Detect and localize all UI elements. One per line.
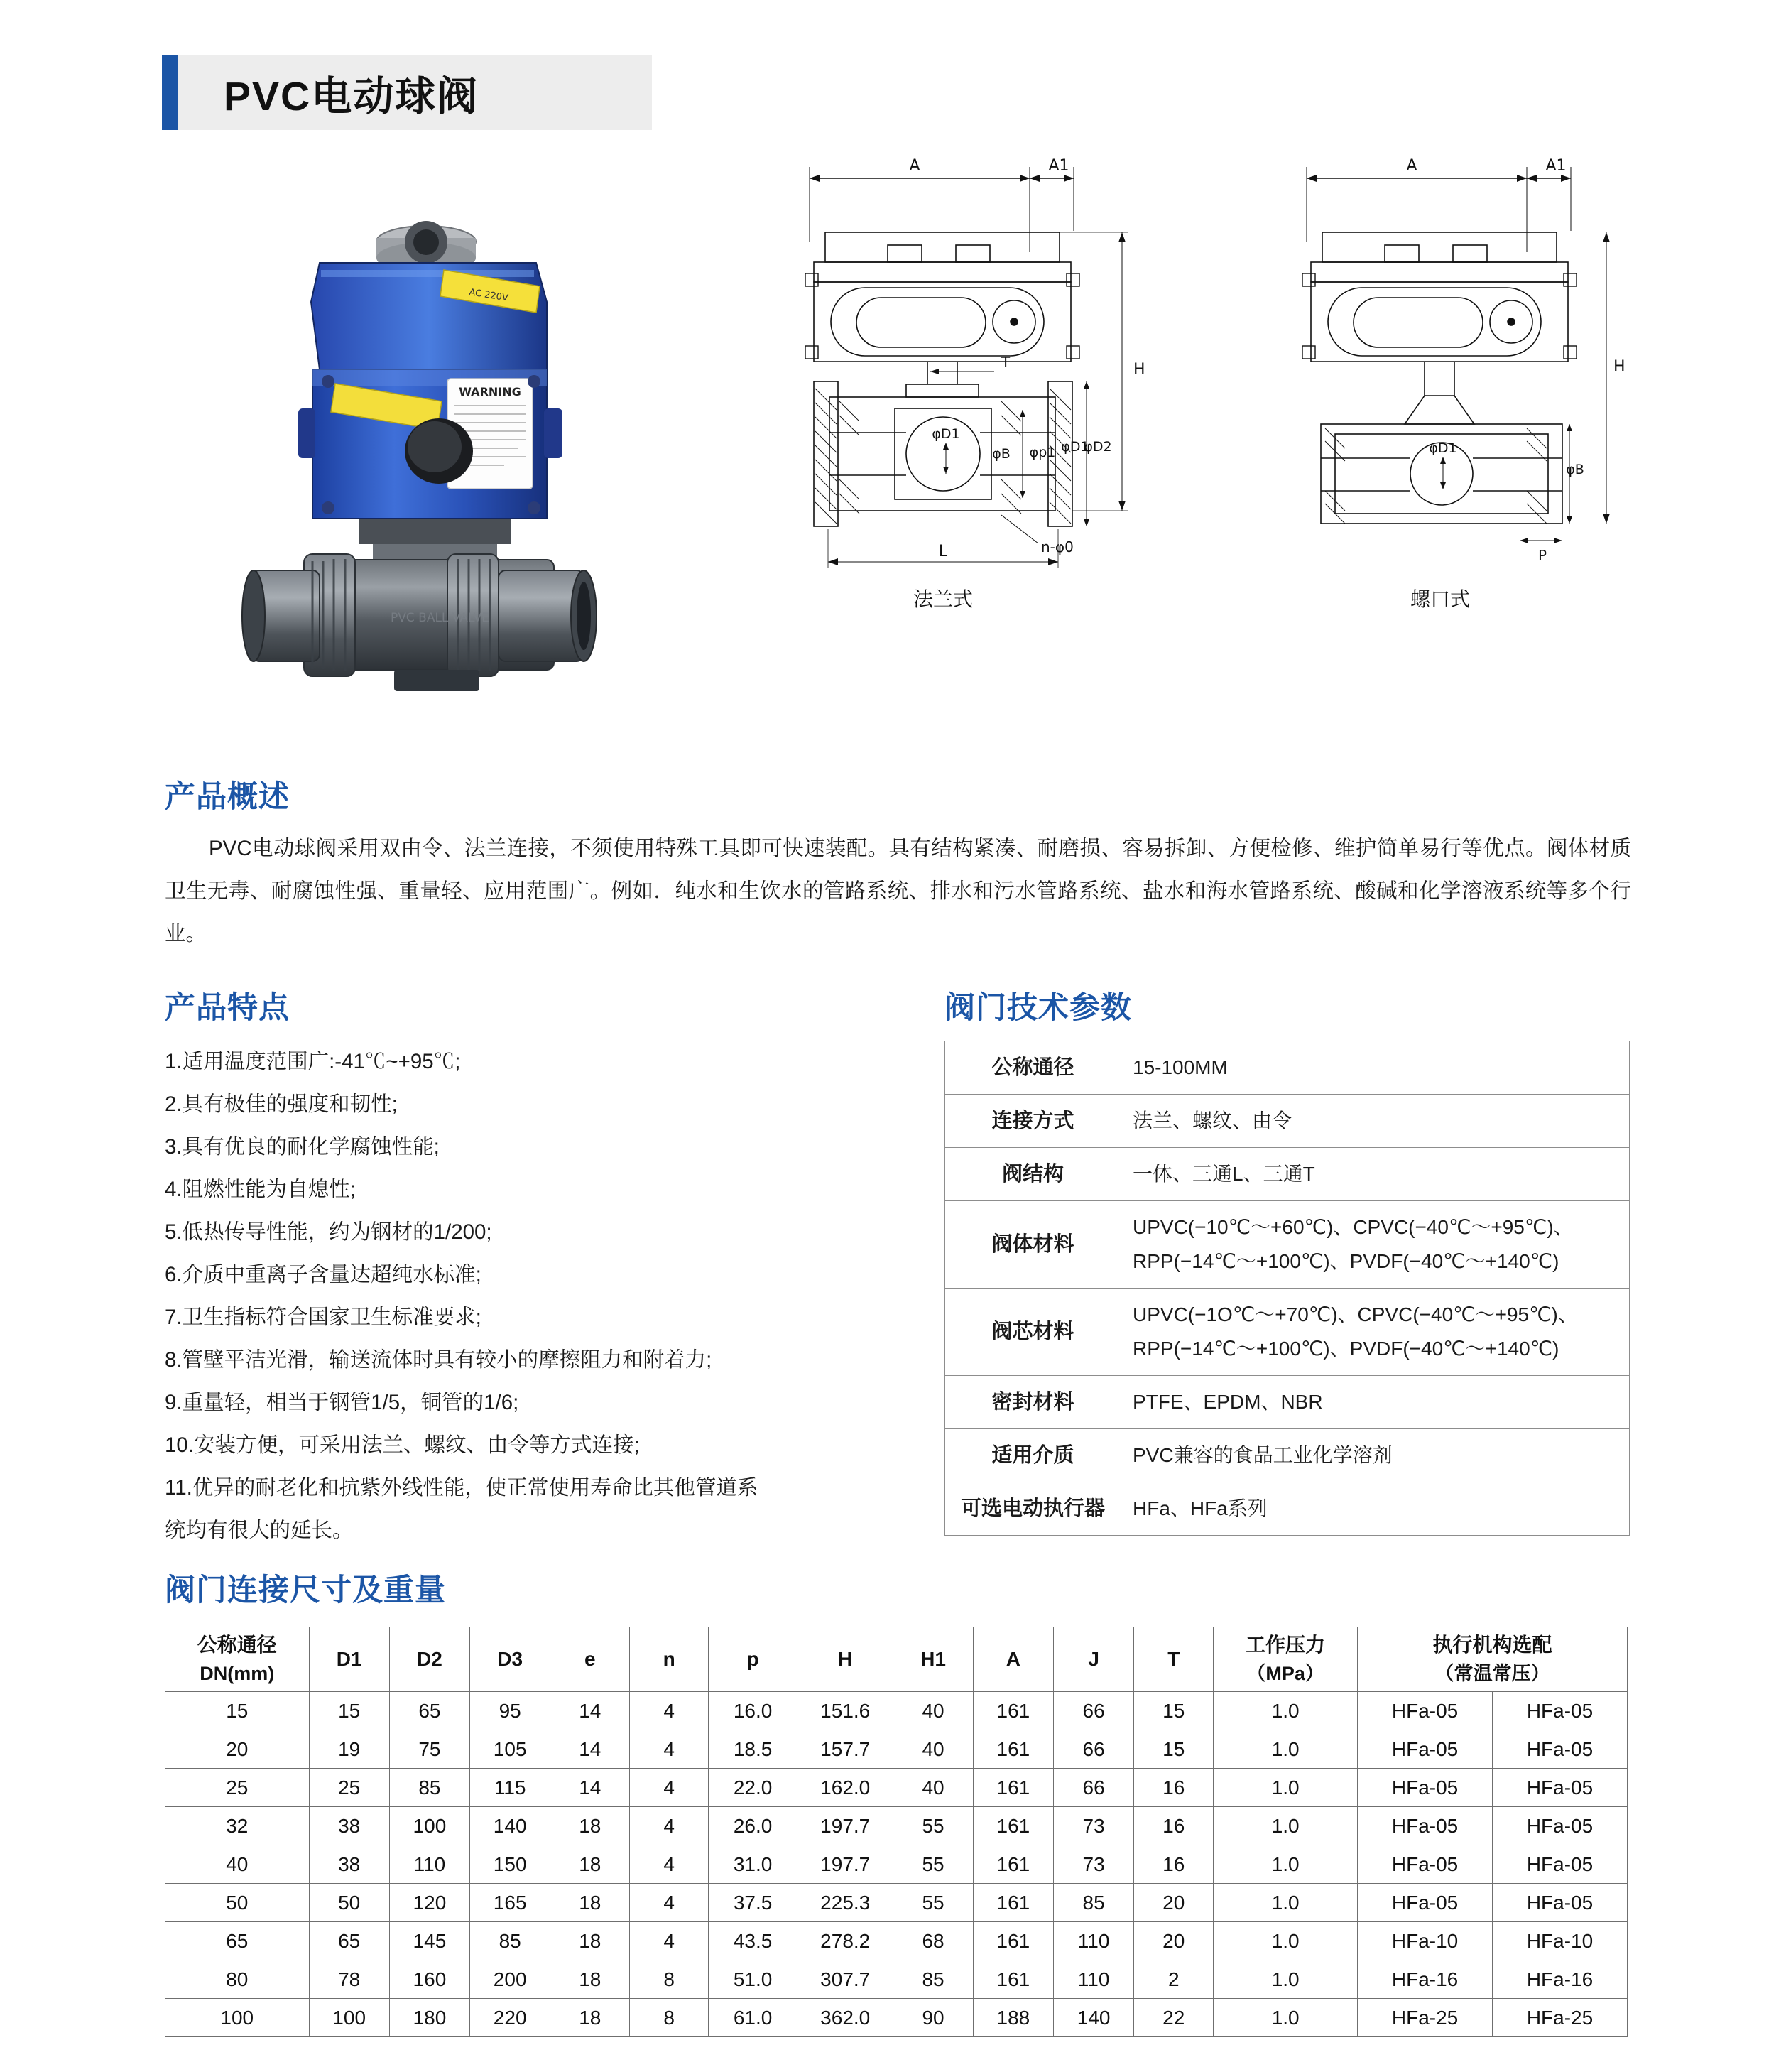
spec-key: 适用介质	[945, 1429, 1121, 1482]
table-cell: 61.0	[709, 1999, 797, 2037]
table-row	[945, 1482, 1630, 1536]
dimensions-table	[165, 1627, 1628, 2037]
table-cell: 162.0	[797, 1769, 893, 1807]
table-cell: 161	[973, 1884, 1053, 1922]
table-cell: 20	[1134, 1922, 1214, 1960]
svg-text:A: A	[1406, 157, 1417, 175]
col-header-actuator	[1358, 1627, 1628, 1692]
table-cell: 1.0	[1214, 1807, 1358, 1845]
table-cell: HFa-05	[1358, 1692, 1493, 1730]
table-cell: 15	[309, 1692, 389, 1730]
svg-text:法兰式: 法兰式	[913, 587, 974, 611]
table-cell: 161	[973, 1769, 1053, 1807]
table-cell: 25	[165, 1769, 310, 1807]
table-cell: HFa-05	[1493, 1807, 1628, 1845]
table-header-row	[165, 1627, 1628, 1692]
table-cell: 26.0	[709, 1807, 797, 1845]
table-cell: HFa-05	[1358, 1730, 1493, 1769]
spec-value-line: PTFE、EPDM、NBR	[1133, 1391, 1323, 1413]
overview-text: PVC电动球阀采用双由令、法兰连接，不须使用特殊工具即可快速装配。具有结构紧凑、耐磨损、容易拆卸、方便检修、维护简单易行等优点。阀体材质卫生无毒、耐腐蚀性强、重量轻、应用范围广。例如．纯水和生饮水的管路系统、排水和污水管路系统、盐水和海水管路系统、酸碱和化学溶液系统等多个行业。	[165, 837, 1631, 945]
table-cell: 18	[550, 1845, 630, 1884]
table-cell: HFa-05	[1358, 1845, 1493, 1884]
table-row	[945, 1376, 1630, 1429]
table-row	[165, 1922, 1628, 1960]
col-header-h: H	[797, 1627, 893, 1692]
table-row	[165, 1807, 1628, 1845]
table-row	[945, 1148, 1630, 1201]
col-header-sub: DN(mm)	[200, 1663, 275, 1684]
table-cell: 65	[389, 1692, 469, 1730]
table-cell: HFa-10	[1358, 1922, 1493, 1960]
list-item: 9.重量轻，相当于钢管1/5，铜管的1/6;	[165, 1391, 519, 1414]
table-cell: 18	[550, 1999, 630, 2037]
list-item: 8.管壁平洁光滑，输送流体时具有较小的摩擦阻力和附着力;	[165, 1348, 712, 1372]
col-header-main: 执行机构选配	[1432, 1634, 1552, 1656]
table-cell: 1.0	[1214, 1730, 1358, 1769]
table-cell: 40	[165, 1845, 310, 1884]
table-row	[165, 1999, 1628, 2037]
col-header-j: J	[1054, 1627, 1134, 1692]
svg-text:φD1: φD1	[932, 426, 960, 442]
table-cell: 73	[1054, 1807, 1134, 1845]
table-cell: 110	[389, 1845, 469, 1884]
spec-value-line: 15-100MM	[1133, 1056, 1228, 1078]
table-cell: 18.5	[709, 1730, 797, 1769]
spec-key: 阀芯材料	[945, 1289, 1121, 1376]
table-cell: 1.0	[1214, 1999, 1358, 2037]
table-cell: 14	[550, 1730, 630, 1769]
svg-text:φB: φB	[1566, 462, 1584, 477]
col-header-a: A	[973, 1627, 1053, 1692]
table-cell: 225.3	[797, 1884, 893, 1922]
table-cell: 151.6	[797, 1692, 893, 1730]
svg-text:φD2: φD2	[1084, 439, 1112, 455]
list-item: 2.具有极佳的强度和韧性;	[165, 1092, 398, 1116]
table-cell: 14	[550, 1769, 630, 1807]
table-cell: 18	[550, 1960, 630, 1999]
table-cell: 161	[973, 1730, 1053, 1769]
spec-value-line: RPP(−14℃～+100℃)、PVDF(−40℃～+140℃)	[1133, 1250, 1559, 1272]
table-cell: HFa-05	[1493, 1769, 1628, 1807]
table-cell: 140	[1054, 1999, 1134, 2037]
table-cell: 18	[550, 1807, 630, 1845]
table-cell: 161	[973, 1922, 1053, 1960]
table-cell: 4	[630, 1845, 709, 1884]
table-cell: 197.7	[797, 1845, 893, 1884]
list-item: 4.阻燃性能为自熄性;	[165, 1178, 356, 1201]
table-cell: 278.2	[797, 1922, 893, 1960]
table-row	[165, 1730, 1628, 1769]
table-cell: 38	[309, 1807, 389, 1845]
table-cell: 4	[630, 1884, 709, 1922]
table-cell: 16	[1134, 1845, 1214, 1884]
table-cell: 220	[470, 1999, 550, 2037]
table-cell: 55	[893, 1884, 973, 1922]
list-item-continuation: 统均有很大的延长。	[165, 1519, 354, 1542]
col-header-pressure	[1214, 1627, 1358, 1692]
table-cell: 4	[630, 1922, 709, 1960]
list-item: 7.卫生指标符合国家卫生标准要求;	[165, 1306, 481, 1329]
table-cell: 43.5	[709, 1922, 797, 1960]
col-header-main: 工作压力	[1246, 1634, 1326, 1656]
table-cell: HFa-05	[1358, 1807, 1493, 1845]
col-header-e: e	[550, 1627, 630, 1692]
col-header-t: T	[1134, 1627, 1214, 1692]
table-cell: 66	[1054, 1692, 1134, 1730]
table-cell: 66	[1054, 1769, 1134, 1807]
table-cell: 1.0	[1214, 1845, 1358, 1884]
table-row	[165, 1884, 1628, 1922]
table-cell: 4	[630, 1807, 709, 1845]
table-cell: HFa-05	[1493, 1884, 1628, 1922]
title-accent-bar	[162, 55, 178, 130]
table-row	[945, 1041, 1630, 1095]
col-header-sub: （MPa）	[1246, 1663, 1324, 1684]
table-cell: 40	[893, 1692, 973, 1730]
table-cell: HFa-05	[1493, 1845, 1628, 1884]
svg-text:P: P	[1537, 547, 1547, 564]
table-cell: HFa-05	[1493, 1730, 1628, 1769]
table-cell: 31.0	[709, 1845, 797, 1884]
table-cell: 160	[389, 1960, 469, 1999]
table-cell: 66	[1054, 1730, 1134, 1769]
table-cell: 16.0	[709, 1692, 797, 1730]
svg-text:A1: A1	[1048, 157, 1069, 175]
table-cell: HFa-05	[1493, 1692, 1628, 1730]
table-row	[945, 1201, 1630, 1289]
table-cell: 4	[630, 1769, 709, 1807]
table-cell: 85	[1054, 1884, 1134, 1922]
table-cell: 8	[630, 1999, 709, 2037]
col-header-dn	[165, 1627, 310, 1692]
table-cell: 16	[1134, 1807, 1214, 1845]
table-cell: 75	[389, 1730, 469, 1769]
spec-value-line: 法兰、螺纹、由令	[1133, 1110, 1292, 1132]
table-cell: 1.0	[1214, 1922, 1358, 1960]
spec-value	[1121, 1376, 1630, 1429]
table-row	[165, 1845, 1628, 1884]
spec-value-line: UPVC(−1O℃～+70℃)、CPVC(−40℃～+95℃)、	[1133, 1303, 1578, 1325]
table-row	[945, 1289, 1630, 1376]
list-item: 5.低热传导性能，约为钢材的1/200;	[165, 1220, 492, 1244]
features-list	[165, 1041, 917, 1552]
list-item: 3.具有优良的耐化学腐蚀性能;	[165, 1135, 440, 1159]
list-item: 11.优异的耐老化和抗紫外线性能，使正常使用寿命比其他管道系	[165, 1476, 758, 1499]
table-cell: 2	[1134, 1960, 1214, 1999]
spec-value-line: HFa、HFa系列	[1133, 1497, 1268, 1519]
svg-text:A: A	[909, 157, 920, 175]
table-row	[945, 1429, 1630, 1482]
table-cell: 110	[1054, 1922, 1134, 1960]
table-cell: 157.7	[797, 1730, 893, 1769]
svg-text:PVC BALL VALVE: PVC BALL VALVE	[391, 611, 489, 625]
table-cell: 80	[165, 1960, 310, 1999]
dimensions-heading: 阀门连接尺寸及重量	[165, 1573, 446, 1607]
spec-key: 阀体材料	[945, 1201, 1121, 1289]
table-cell: 100	[165, 1999, 310, 2037]
table-cell: HFa-10	[1493, 1922, 1628, 1960]
table-cell: 55	[893, 1845, 973, 1884]
col-header-h1: H1	[893, 1627, 973, 1692]
table-cell: 100	[389, 1807, 469, 1845]
list-item: 6.介质中重离子含量达超纯水标准;	[165, 1263, 481, 1286]
features-heading: 产品特点	[165, 991, 290, 1025]
page-title: PVC电动球阀	[224, 73, 479, 119]
product-photo	[213, 195, 653, 721]
table-cell: 200	[470, 1960, 550, 1999]
table-cell: 51.0	[709, 1960, 797, 1999]
table-cell: 85	[389, 1769, 469, 1807]
spec-key: 连接方式	[945, 1095, 1121, 1148]
spec-value-line: RPP(−14℃～+100℃)、PVDF(−40℃～+140℃)	[1133, 1338, 1559, 1360]
spec-key: 可选电动执行器	[945, 1482, 1121, 1536]
table-cell: 1.0	[1214, 1884, 1358, 1922]
spec-heading: 阀门技术参数	[944, 991, 1132, 1025]
spec-value	[1121, 1148, 1630, 1201]
table-cell: HFa-16	[1358, 1960, 1493, 1999]
table-cell: 120	[389, 1884, 469, 1922]
table-cell: 16	[1134, 1769, 1214, 1807]
table-cell: 100	[309, 1999, 389, 2037]
table-cell: 95	[470, 1692, 550, 1730]
table-cell: 22	[1134, 1999, 1214, 2037]
spec-value	[1121, 1041, 1630, 1095]
table-cell: 20	[165, 1730, 310, 1769]
table-cell: 110	[1054, 1960, 1134, 1999]
table-cell: 161	[973, 1807, 1053, 1845]
table-cell: 40	[893, 1730, 973, 1769]
table-cell: 19	[309, 1730, 389, 1769]
table-cell: 161	[973, 1845, 1053, 1884]
table-cell: 15	[1134, 1730, 1214, 1769]
table-cell: HFa-05	[1358, 1884, 1493, 1922]
table-cell: 40	[893, 1769, 973, 1807]
list-item: 10.安装方便，可采用法兰、螺纹、由令等方式连接;	[165, 1433, 640, 1457]
technical-drawing	[788, 146, 1733, 735]
spec-key: 阀结构	[945, 1148, 1121, 1201]
spec-key: 公称通径	[945, 1041, 1121, 1095]
table-cell: 65	[165, 1922, 310, 1960]
table-cell: 20	[1134, 1884, 1214, 1922]
dimensions-table-wrapper	[165, 1627, 1628, 2037]
table-cell: 65	[309, 1922, 389, 1960]
table-cell: 161	[973, 1960, 1053, 1999]
spec-value	[1121, 1482, 1630, 1536]
table-cell: 85	[893, 1960, 973, 1999]
col-header-p: p	[709, 1627, 797, 1692]
table-cell: 14	[550, 1692, 630, 1730]
table-cell: HFa-25	[1358, 1999, 1493, 2037]
table-cell: 197.7	[797, 1807, 893, 1845]
table-cell: 37.5	[709, 1884, 797, 1922]
table-cell: 145	[389, 1922, 469, 1960]
svg-text:L: L	[938, 543, 948, 560]
table-cell: 1.0	[1214, 1692, 1358, 1730]
table-cell: 307.7	[797, 1960, 893, 1999]
table-cell: 165	[470, 1884, 550, 1922]
table-row	[945, 1095, 1630, 1148]
spec-value	[1121, 1429, 1630, 1482]
table-cell: 15	[1134, 1692, 1214, 1730]
page-title-bar	[162, 55, 652, 130]
svg-text:H: H	[1613, 358, 1626, 376]
table-cell: 105	[470, 1730, 550, 1769]
svg-text:A1: A1	[1545, 157, 1567, 175]
table-cell: 73	[1054, 1845, 1134, 1884]
table-cell: 22.0	[709, 1769, 797, 1807]
table-cell: 38	[309, 1845, 389, 1884]
table-cell: HFa-05	[1358, 1769, 1493, 1807]
table-cell: 4	[630, 1692, 709, 1730]
svg-text:n-φ0: n-φ0	[1041, 538, 1074, 555]
svg-text:螺口式: 螺口式	[1410, 587, 1471, 611]
col-header-n: n	[630, 1627, 709, 1692]
table-cell: 150	[470, 1845, 550, 1884]
col-header-d3: D3	[470, 1627, 550, 1692]
spec-key: 密封材料	[945, 1376, 1121, 1429]
table-cell: 18	[550, 1884, 630, 1922]
svg-text:φD1: φD1	[1061, 439, 1089, 455]
table-cell: 68	[893, 1922, 973, 1960]
table-row	[165, 1692, 1628, 1730]
table-cell: 50	[165, 1884, 310, 1922]
table-cell: 32	[165, 1807, 310, 1845]
table-cell: 188	[973, 1999, 1053, 2037]
col-header-d1: D1	[309, 1627, 389, 1692]
col-header-main: 公称通径	[197, 1634, 277, 1656]
list-item: 1.适用温度范围广:-41℃~+95℃;	[165, 1050, 461, 1073]
table-cell: 140	[470, 1807, 550, 1845]
table-cell: 90	[893, 1999, 973, 2037]
overview-heading: 产品概述	[165, 780, 290, 814]
col-header-sub: （常温常压）	[1434, 1663, 1550, 1684]
table-cell: 362.0	[797, 1999, 893, 2037]
col-header-d2: D2	[389, 1627, 469, 1692]
svg-text:T: T	[1001, 354, 1011, 371]
table-cell: 18	[550, 1922, 630, 1960]
spec-value	[1121, 1289, 1630, 1376]
table-cell: 1.0	[1214, 1769, 1358, 1807]
spec-value-line: 一体、三通L、三通T	[1133, 1163, 1315, 1185]
table-cell: 1.0	[1214, 1960, 1358, 1999]
spec-value-line: PVC兼容的食品工业化学溶剂	[1133, 1444, 1393, 1466]
svg-text:φp1: φp1	[1029, 445, 1056, 460]
table-cell: 50	[309, 1884, 389, 1922]
spec-value-line: UPVC(−10℃～+60℃)、CPVC(−40℃～+95℃)、	[1133, 1216, 1574, 1238]
table-cell: 55	[893, 1807, 973, 1845]
table-row	[165, 1960, 1628, 1999]
table-cell: 85	[470, 1922, 550, 1960]
table-cell: 4	[630, 1730, 709, 1769]
spec-value	[1121, 1201, 1630, 1289]
table-cell: 8	[630, 1960, 709, 1999]
table-cell: 15	[165, 1692, 310, 1730]
table-cell: 25	[309, 1769, 389, 1807]
svg-text:WARNING: WARNING	[459, 385, 521, 398]
table-row	[165, 1769, 1628, 1807]
spec-value	[1121, 1095, 1630, 1148]
table-cell: 180	[389, 1999, 469, 2037]
svg-text:φD1: φD1	[1429, 440, 1457, 456]
svg-text:AC 220V: AC 220V	[468, 287, 509, 304]
table-cell: HFa-16	[1493, 1960, 1628, 1999]
table-cell: 78	[309, 1960, 389, 1999]
svg-text:φB: φB	[992, 446, 1011, 462]
table-cell: 161	[973, 1692, 1053, 1730]
svg-text:H: H	[1133, 361, 1145, 379]
spec-table	[944, 1041, 1630, 1536]
table-cell: HFa-25	[1493, 1999, 1628, 2037]
table-cell: 115	[470, 1769, 550, 1807]
